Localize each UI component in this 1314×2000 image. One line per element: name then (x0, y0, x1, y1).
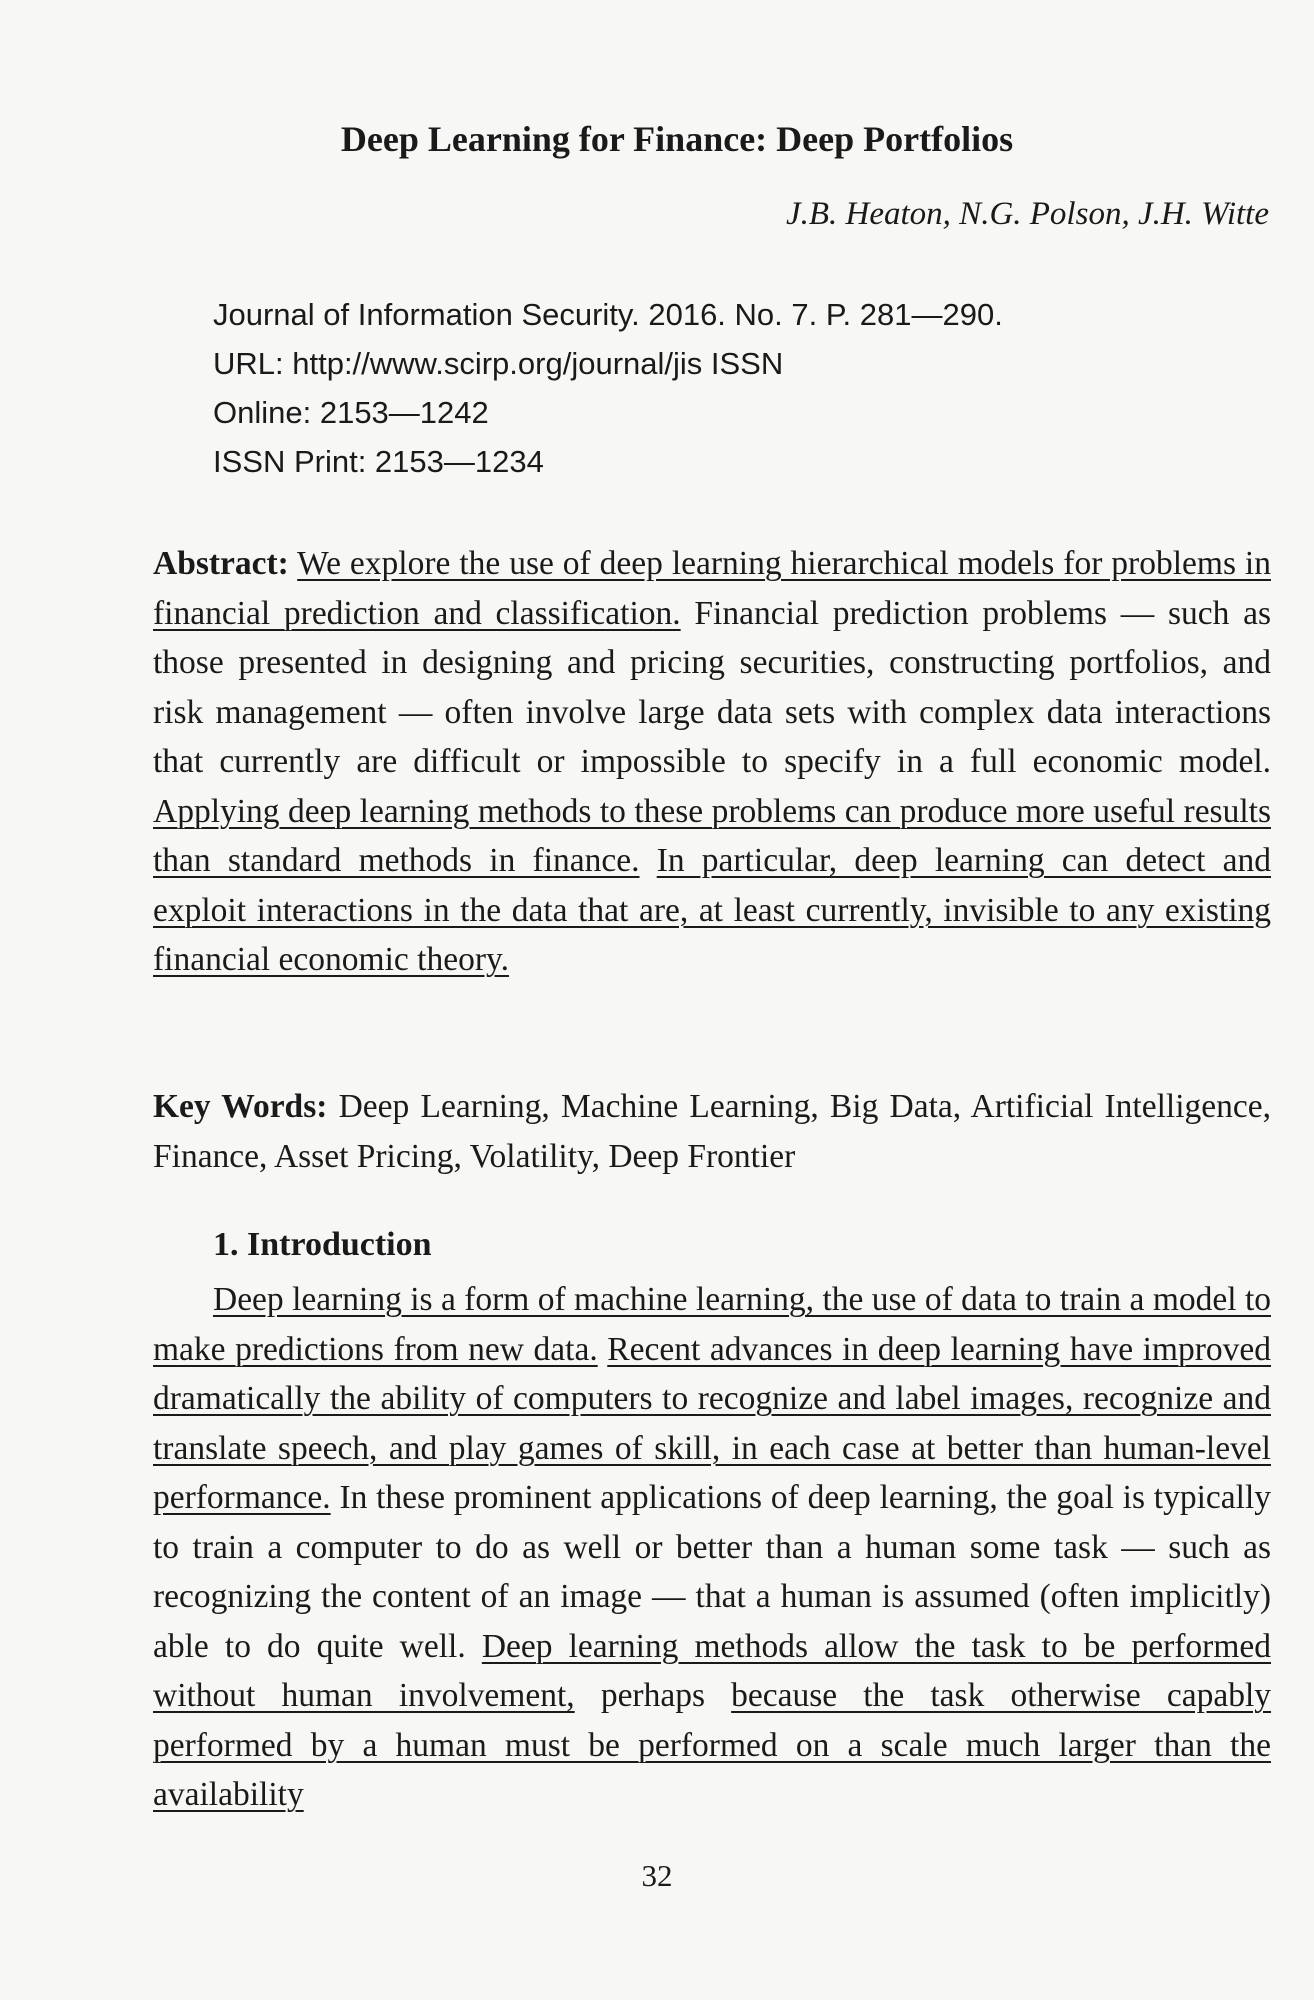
intro-sentence-2: Recent advances in deep learning have improved dramatically the ability of computers to recognize and label images, recognize and translate speech, and play games of skill, in each case at better than human-level performance. (153, 1330, 1272, 1516)
abstract-sentence-1: We explore the use of deep learning hierarchical models for problems in financial prediction and classification. (153, 545, 1271, 632)
section-heading-introduction: 1. Introduction (213, 1226, 432, 1263)
abstract-label: Abstract: (153, 545, 289, 582)
keywords-paragraph (153, 1082, 1271, 1181)
intro-sentence-3: In these prominent applications of deep learning, the goal is typically to train a computer to do as well or better than a human some task — such as recognizing the content of an image — that a human is assumed (often implicitly) able to do quite well. (153, 1479, 1272, 1665)
page-number: 32 (641, 1858, 673, 1893)
journal-citation: Journal of Information Security. 2016. No. 7. P. 281—290. (213, 297, 1003, 332)
intro-sentence-4: Deep learning methods allow the task to be performed without human involvement, (153, 1627, 1272, 1714)
keywords-text: Deep Learning, Machine Learning, Big Data, Artificial Intelligence, Finance, Asset Pricing, Volatility, Deep Frontier (153, 1088, 1272, 1175)
abstract-sentence-4: In particular, deep learning can detect and exploit interactions in the data that are, at least currently, invisible to any existing financial economic theory. (153, 842, 1272, 978)
keywords-label: Key Words: (153, 1088, 328, 1125)
introduction-paragraph (153, 1275, 1271, 1820)
intro-sentence-1: Deep learning is a form of machine learning, the use of data to train a model to make predictions from new data. (153, 1281, 1271, 1368)
intro-sentence-5: perhaps (600, 1677, 705, 1714)
journal-issn-print: ISSN Print: 2153—1234 (213, 444, 544, 479)
abstract-sentence-3: Applying deep learning methods to these problems can produce more useful results than standard methods in finance. (153, 792, 1271, 879)
journal-info (213, 290, 1003, 486)
journal-issn-online: Online: 2153—1242 (213, 395, 489, 430)
intro-sentence-6: because the task otherwise capably performed by a human must be performed on a scale much larger than the availability (153, 1677, 1271, 1813)
paper-title: Deep Learning for Finance: Deep Portfolios (340, 119, 1014, 159)
journal-url: URL: http://www.scirp.org/journal/jis ISSN (213, 346, 784, 381)
abstract-paragraph (153, 539, 1271, 985)
paper-authors: J.B. Heaton, N.G. Polson, J.H. Witte (785, 196, 1269, 232)
abstract-sentence-2: Financial prediction problems — such as those presented in designing and pricing securities, constructing portfolios, and risk management — often involve large data sets with complex data interactions that currently are difficult or impossible to specify in a full economic model. (153, 594, 1271, 780)
